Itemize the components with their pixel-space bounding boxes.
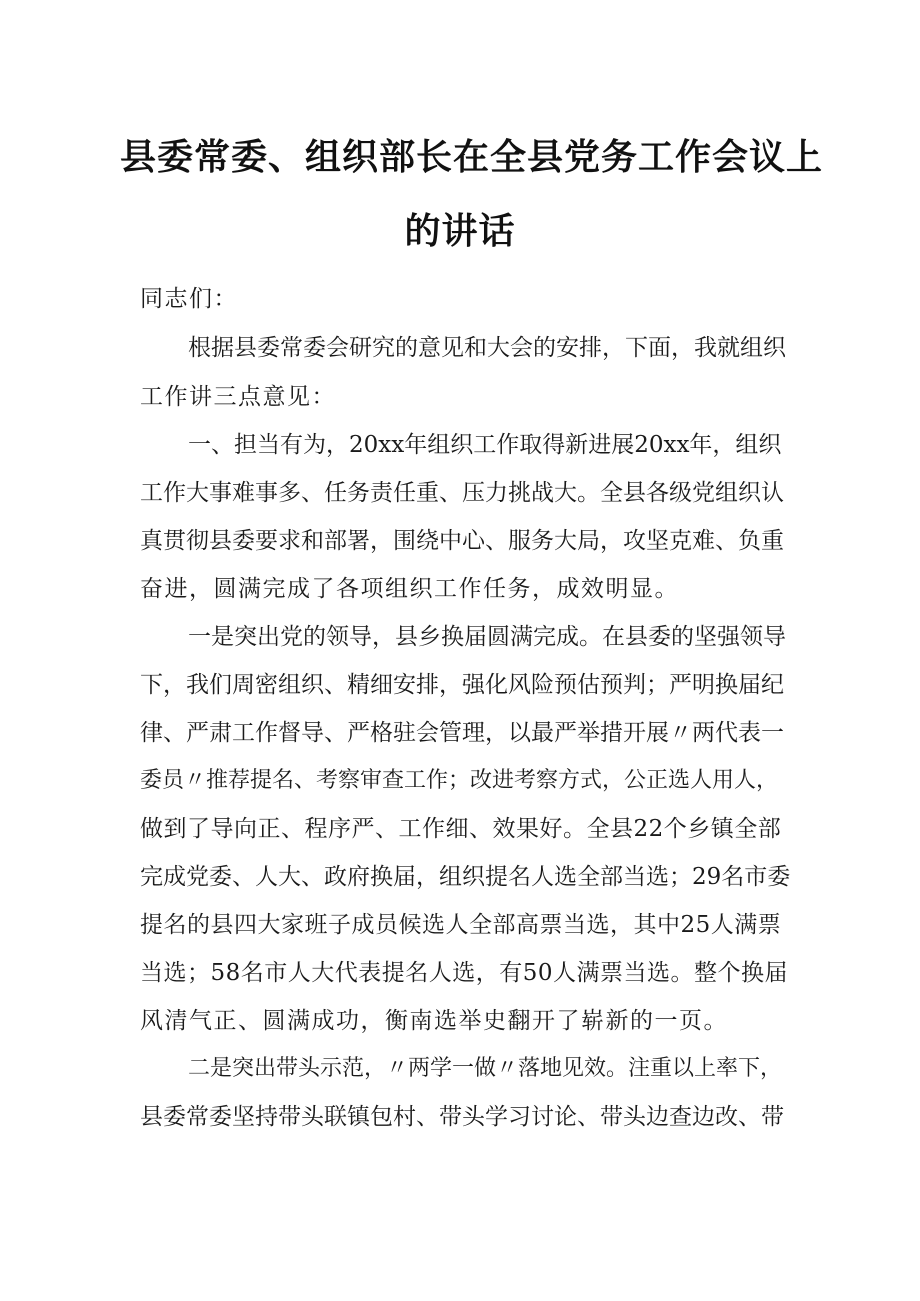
paragraph-point-1-line-4: 委员〃推荐提名、考察审查工作；改进考察方式，公正选人用人， bbox=[140, 768, 779, 793]
paragraph-point-2-line-2: 县委常委坚持带头联镇包村、带头学习讨论、带头边查边改、带 bbox=[140, 1104, 784, 1130]
paragraph-point-1-line-1: 一是突出党的领导，县乡换届圆满完成。在县委的坚强领导 bbox=[188, 624, 786, 650]
paragraph-intro-line-2: 工作讲三点意见： bbox=[140, 384, 336, 410]
paragraph-point-2-line-1: 二是突出带头示范，〃两学一做〃落地见效。注重以上率下， bbox=[188, 1056, 783, 1081]
paragraph-section-1-line-3: 真贯彻县委要求和部署，围绕中心、服务大局，攻坚克难、负重 bbox=[140, 528, 784, 554]
paragraph-intro-line-1: 根据县委常委会研究的意见和大会的安排，下面，我就组织 bbox=[188, 335, 786, 361]
paragraph-point-1-line-8: 当选；58名市人大代表提名人选，有50人满票当选。整个换届 bbox=[140, 960, 789, 986]
paragraph-point-1-line-6: 完成党委、人大、政府换届，组织提名人选全部当选；29名市委 bbox=[140, 864, 791, 890]
paragraph-section-1-line-2: 工作大事难事多、任务责任重、压力挑战大。全县各级党组织认 bbox=[140, 480, 784, 506]
paragraph-point-1-line-5: 做到了导向正、程序严、工作细、效果好。全县22个乡镇全部 bbox=[140, 816, 782, 842]
paragraph-section-1-line-4: 奋进，圆满完成了各项组织工作任务，成效明显。 bbox=[140, 576, 679, 602]
document-title-line-2: 的讲话 bbox=[404, 211, 516, 252]
paragraph-point-1-line-7: 提名的县四大家班子成员候选人全部高票当选，其中25人满票 bbox=[140, 912, 782, 938]
paragraph-point-1-line-2: 下，我们周密组织、精细安排，强化风险预估预判；严明换届纪 bbox=[140, 672, 784, 698]
paragraph-section-1-line-1: 一、担当有为，20xx年组织工作取得新进展20xx年，组织 bbox=[188, 432, 782, 458]
paragraph-point-1-line-9: 风清气正、圆满成功，衡南选举史翻开了崭新的一页。 bbox=[140, 1008, 728, 1034]
salutation: 同志们： bbox=[140, 286, 238, 312]
paragraph-point-1-line-3: 律、严肃工作督导、严格驻会管理，以最严举措开展〃两代表一 bbox=[140, 720, 784, 746]
document-title-line-1: 县委常委、组织部长在全县党务工作会议上 bbox=[120, 137, 824, 178]
